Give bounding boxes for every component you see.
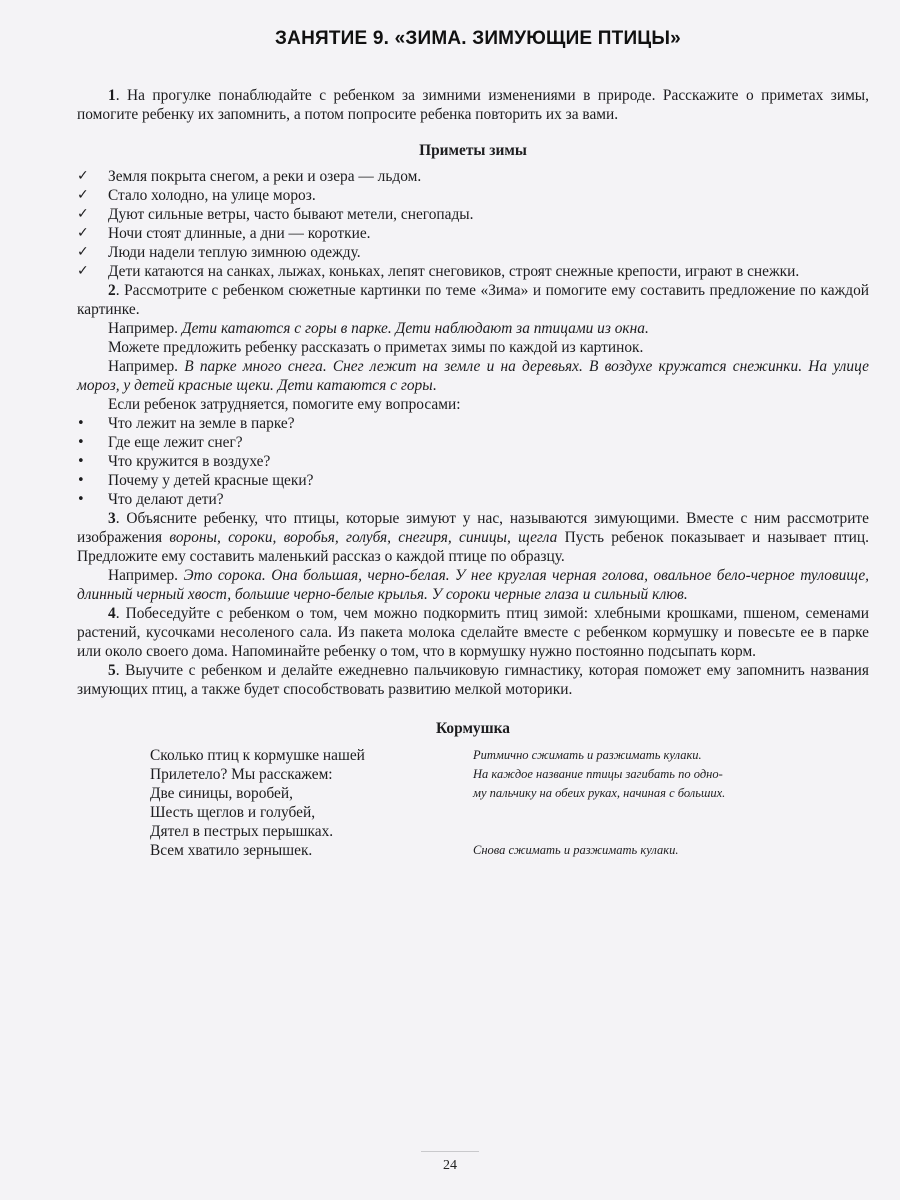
poem-line: Дятел в пестрых перышках. <box>150 823 334 840</box>
question-item: • Что лежит на земле в парке? <box>77 414 869 433</box>
sign-item: ✓ Дуют сильные ветры, часто бывают метели, снегопады. <box>77 205 869 224</box>
poem-note: му пальчику на обеих руках, начиная с больших. <box>473 786 726 800</box>
task-1-number: 1 <box>108 87 116 104</box>
question-item: • Почему у детей красные щеки? <box>77 471 869 490</box>
questions-list <box>77 414 869 509</box>
task-5 <box>77 661 869 699</box>
poem-instructions <box>473 746 803 860</box>
example-label: Например. <box>108 567 184 584</box>
poem-line: Сколько птиц к кормушке нашей <box>150 747 365 764</box>
example-end: . <box>432 377 437 394</box>
example-label: Например. <box>108 358 185 375</box>
task-5-text: . Выучите с ребенком и делайте ежедневно пальчиковую гимнастику, которая поможет ему запомнить названия зимующих птиц, а также будет способствовать развитию мелкой моторики. <box>77 662 869 698</box>
task-4 <box>77 604 869 661</box>
page-title: ЗАНЯТИЕ 9. «ЗИМА. ЗИМУЮЩИЕ ПТИЦЫ» <box>275 28 681 49</box>
question-item: • Где еще лежит снег? <box>77 433 869 452</box>
poem-note: На каждое название птицы загибать по одно- <box>473 767 723 781</box>
poem-heading: Кормушка <box>436 720 510 737</box>
example-text: Это сорока. Она большая, черно-белая. У нее круглая черная голова, овальное бело-черное туловище, длинный черный хвост, большие черно-белые крылья. У сороки черные глаза и сильный клюв. <box>77 567 869 603</box>
signs-list <box>77 167 869 281</box>
poem-line: Шесть щеглов и голубей, <box>150 804 316 821</box>
poem-note: Снова сжимать и разжимать кулаки. <box>473 843 679 857</box>
sign-item: ✓ Ночи стоят длинные, а дни — короткие. <box>77 224 869 243</box>
lesson-body <box>77 86 869 866</box>
poem-note <box>473 822 803 841</box>
task-4-number: 4 <box>108 605 116 622</box>
poem-lines <box>150 746 365 860</box>
page-number: 24 <box>443 1158 457 1173</box>
task-1-text: . На прогулке понаблюдайте с ребенком за зимними изменениями в природе. Расскажите о приметах зимы, помогите ребенку их запомнить, а потом попросите ребенка повторить их за вами. <box>77 87 869 123</box>
page-number-divider <box>421 1151 479 1152</box>
task-3-example <box>77 566 869 604</box>
example-text: В парке много снега. Снег лежит на земле и на деревьях. В воздухе кружатся снежинки. На улице мороз, у детей красные щеки. Дети катаются с горы <box>77 358 869 394</box>
task-1 <box>77 86 869 124</box>
sign-item: ✓ Стало холодно, на улице мороз. <box>77 186 869 205</box>
sign-item: ✓ Дети катаются на санках, лыжах, коньках, лепят снеговиков, строят снежные крепости, играют в снежки. <box>77 262 869 281</box>
question-item: • Что делают дети? <box>77 490 869 509</box>
task-3-birds: вороны, сороки, воробья, голубя, снегиря, синицы, щегла <box>169 529 558 546</box>
task-5-number: 5 <box>108 662 116 679</box>
sign-item: ✓ Люди надели теплую зимнюю одежду. <box>77 243 869 262</box>
task-2-questions-intro: Если ребенок затрудняется, помогите ему вопросами: <box>108 396 461 413</box>
signs-heading: Приметы зимы <box>419 142 527 159</box>
task-2-paragraph: Можете предложить ребенку рассказать о приметах зимы по каждой из картинок. <box>108 339 644 356</box>
poem-line: Две синицы, воробей, <box>150 785 293 802</box>
poem-line: Прилетело? Мы расскажем: <box>150 766 333 783</box>
task-3-text: . Объясните ребенку, что птицы, которые зимуют у нас, называются зимующими. Вместе с ним рассмотрите изображения <box>77 510 869 546</box>
task-2-example-1 <box>77 319 869 338</box>
example-text: Дети катаются с горы в парке. Дети наблюдают за птицами из окна. <box>181 320 649 337</box>
task-2-text: . Рассмотрите с ребенком сюжетные картинки по теме «Зима» и помогите ему составить предложение по каждой картинке. <box>77 282 869 318</box>
task-4-text: . Побеседуйте с ребенком о том, чем можно подкормить птиц зимой: хлебными крошками, пшеном, семенами растений, кусочками несоленого сала. Из пакета молока сделайте вместе с ребенком кормушку и повесьте ее в парке или около своего дома. Напоминайте ребенку о том, что в кормушку нужно постоянно подсыпать корм. <box>77 605 869 660</box>
task-2-example-2 <box>77 357 869 395</box>
sign-item: ✓ Земля покрыта снегом, а реки и озера — льдом. <box>77 167 869 186</box>
poem-note <box>473 803 803 822</box>
task-2-number: 2 <box>108 282 116 299</box>
question-item: • Что кружится в воздухе? <box>77 452 869 471</box>
finger-gymnastics-poem <box>77 746 869 866</box>
task-3-number: 3 <box>108 510 116 527</box>
task-3-text-cont: Пусть ребенок показывает и называет птиц. Предложите ему составить маленький рассказ о каждой птице по образцу. <box>77 529 869 565</box>
task-2 <box>77 281 869 319</box>
poem-note: Ритмично сжимать и разжимать кулаки. <box>473 748 702 762</box>
task-3 <box>77 509 869 566</box>
example-label: Например. <box>108 320 182 337</box>
poem-line: Всем хватило зернышек. <box>150 842 313 859</box>
